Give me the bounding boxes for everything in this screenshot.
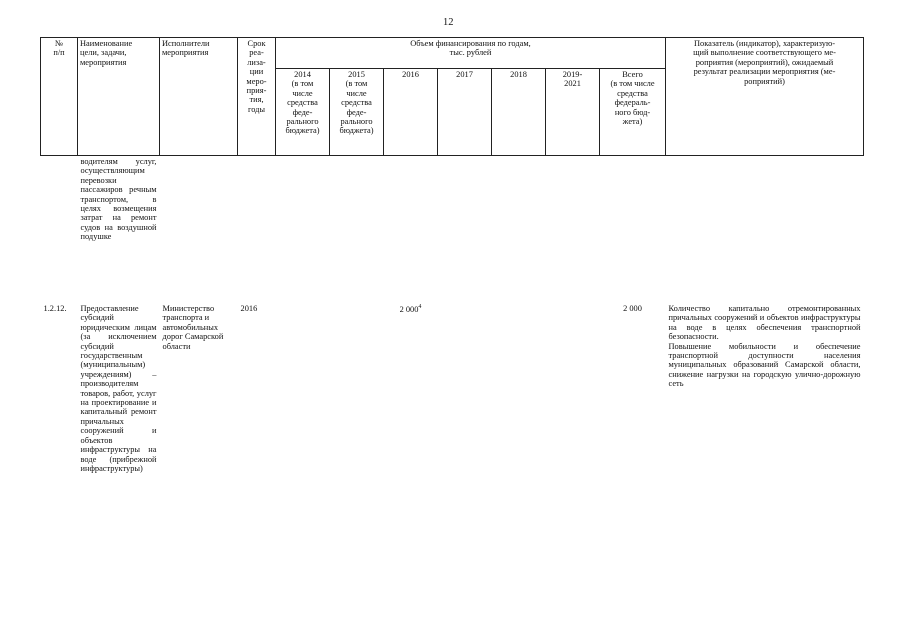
col-header-indicator: Показатель (индикатор), характеризую- щий выполнение соответствующего ме- роприятия (мероприятий), ожидаемый результат реализации мероприятия (ме- роприятий) — [666, 38, 864, 156]
table-row — [41, 156, 864, 301]
row-total: 2 000 — [623, 304, 642, 313]
row-term — [238, 156, 276, 301]
col-header-2018: 2018 — [492, 69, 546, 156]
row-total — [600, 156, 666, 301]
row-2016 — [384, 300, 438, 474]
row-indicator — [666, 156, 864, 301]
col-header-2019-2021: 2019- 2021 — [546, 69, 600, 156]
col-header-total: Всего (в том числе средства федераль- ного бюд- жета) — [600, 69, 666, 156]
table-row — [41, 300, 864, 474]
row-term: 2016 — [240, 304, 258, 313]
col-header-2016: 2016 — [384, 69, 438, 156]
row-no — [41, 156, 78, 301]
col-header-no: № п/п — [41, 38, 78, 156]
col-header-financing: Объем финансирования по годам, тыс. рублей — [276, 38, 666, 69]
row-name: водителям услуг, осуществляющим перевозки пассажиров речным транспортом, в целях возмещения затрат на ремонт судов на воздушной подушке — [80, 157, 157, 242]
row-executors: Министерство транспорта и автомобильных дорог Самарской области — [162, 304, 224, 351]
col-header-2014: 2014 (в том числе средства феде- рального бюджета) — [276, 69, 330, 156]
row-executors — [160, 156, 238, 301]
col-header-name: Наименование цели, задачи, мероприятия — [78, 38, 160, 156]
header-row-top — [41, 38, 864, 69]
page-number: 12 — [443, 17, 454, 28]
row-name: Предоставление субсидий юридическим лицам (за исключением субсидий государственным (муниципальным) учреждениям) – производителям товаров, работ, услуг на проектирование и капитальный ремонт причальных сооружений и объектов инфраструктуры на воде (прибрежной инфраструктуры) — [80, 304, 157, 473]
row-no: 1.2.12. — [43, 304, 67, 313]
row-2016-footnote: 4 — [418, 304, 422, 310]
col-header-executors: Исполнители мероприятия — [160, 38, 238, 156]
row-indicator: Количество капитально отремонтированных причальных сооружений и объектов инфраструктуры на воде в целях обеспечения транспортной безопасности. Повышение мобильности и обеспечение транспортной доступности населения муниципальных образований Самарской области, снижение нагрузки на городскую улично-дорожную сеть — [668, 304, 861, 389]
col-header-term: Срок реа- лиза- ции меро- прия- тия, годы — [238, 38, 276, 156]
col-header-2015: 2015 (в том числе средства феде- рального бюджета) — [330, 69, 384, 156]
row-2016-value: 2 000 — [399, 304, 419, 314]
financing-table — [40, 37, 864, 474]
col-header-2017: 2017 — [438, 69, 492, 156]
